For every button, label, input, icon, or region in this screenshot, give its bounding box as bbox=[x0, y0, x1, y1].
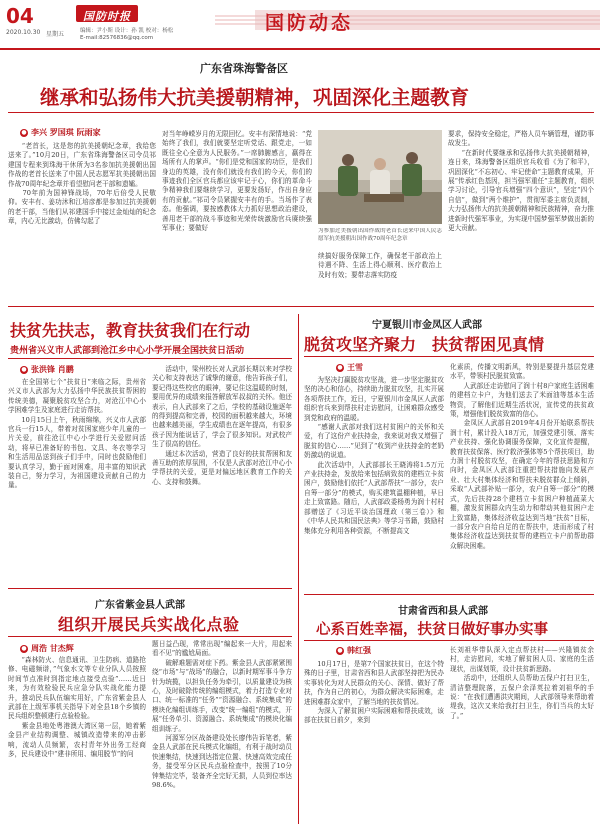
byline-icon: ● bbox=[21, 644, 27, 652]
article5-byline bbox=[336, 645, 371, 656]
article1-rule bbox=[8, 112, 594, 113]
article1-byline-text: 李兴 罗国琪 阮雨家 bbox=[31, 128, 101, 137]
article2-col2: 活动中，梁州校长对人武部长期以来对学校关心和支持表达了诚挚的谢意，他告诉孩子们，要记得这些校官的眼神，要记住这温暖的时刻，要用优异的成绩来报答解放军叔叔的关怀。他还表示，自人武部来了之后，学校的基础设施逐年的得到提高和完善，校园的面积越来越大，环境也越来越美丽，学生成绩也在逐年提高，有很多孩子因为能说话了，学会了很多知识。对武校产生了很高的信任。 通过本次活动，营造了良好的扶贫帮困和友善互助的浓厚氛围，不仅是人武部对沧江中心小学帮扶的关爱，更是对偏远地区教育工作的关心、支持和鼓舞。 bbox=[152, 365, 292, 486]
article1-byline bbox=[20, 127, 101, 138]
article3-kicker: 广东省紫金县人武部 bbox=[95, 600, 185, 611]
article5-kicker: 甘肃省西和县人武部 bbox=[398, 606, 488, 617]
article2-byline-text: 张洪锋 肖鹏 bbox=[31, 365, 74, 374]
article1-photo bbox=[318, 130, 442, 224]
article4-col2: 化素质，传播文明新风，特别是要提升基层党建水平，带领村民脱贫致富。 人武部还走访慰问了润十村8户家庭生活困难的建档立卡户，为他们送去了米面油等基本生活物资，了解他们近期生活状况，宣传党的扶贫政策，增强他们脱贫致富的信心。 金凤区人武部自2019年4月份开始联系帮扶润十村，累计投入18万元，加强党建引领、落实产业扶持、强化协调服务保障，文化宣传提醒，教育扶贫保落、医疗救济强体等5个帮扶项目，助力润十村脱贫攻坚，在确定今年的帮扶思路和方向时，金凤区人武部注重把帮扶措施向发展产业、壮大村集体经济和帮扶未脱贫群众上倾斜，采取“人武部补贴一部分，农户自筹一部分”的模式，先后扶持28个建档立卡贫困户种植蔬菜大棚，激发贫困群众内生动力和带动其他贫困户走上致富路，集体经济收益达到当地“扶贫”目标，一部分农户自给自足的在帮扶中，进而形成了村集体经济收益达到扶贫帮的建档立卡户前帮助群众解决困难。 bbox=[450, 363, 594, 550]
byline-icon: ● bbox=[337, 646, 343, 654]
person-head-2 bbox=[374, 158, 386, 170]
article1-photo-caption: 为参加过美援朝出国作战的老首长送来中国人民志愿军抗美援朝出国作战70周年纪念章 bbox=[318, 228, 442, 242]
article5-byline-text: 韩红强 bbox=[347, 646, 371, 655]
issue-weekday: 星期五 bbox=[46, 31, 65, 38]
person-head-3 bbox=[406, 152, 418, 164]
article2-headline: 扶贫先扶志，教育扶贫我们在行动 bbox=[10, 321, 251, 340]
byline-icon: ● bbox=[21, 365, 27, 373]
article5-headline: 心系百姓幸福，扶贫日做好事办实事 bbox=[316, 622, 548, 638]
article3-col2: 题日益凸现，常常出现“编起来一大片，用起来看不见”的尴尬局面。 破解难题需对症下药。紫金县人武部紧紧围绕“市场”与“战场”的融合，以新时期军事斗争方针为统揽，以担负任务为牵引，以质量建设为核心，及时破除传统的编组模式，着力打造专业对口、统一标准的“任务”“资源融合、系统集成”的模块化编组训练手，改变“统一编组”的模式，开展“任务单引、资源融合、系统集成”的模块化编组训练子。 河源军分区战备建设处长廖伟告诉笔者，紫金县人武部在民兵模式化编组，有利于战时动员快速集结，快速到达指定位置、快速高效完成任务，接受军分区民兵点验检查中，按照了10分钟集结完毕，装备齐全完好无损，人员到位率达98.6%。 bbox=[152, 640, 292, 790]
photo-table bbox=[364, 194, 404, 202]
article2-rule bbox=[8, 358, 292, 359]
article4-headline: 脱贫攻坚齐聚力 扶贫帮困见真情 bbox=[304, 335, 545, 354]
article1-col3: 续搞好服务保障工作，确保老干部政治上待遇不降、生活上得心顺利、医疗救治上及时有效；要带志落实防疫 bbox=[318, 252, 442, 279]
masthead-logo bbox=[76, 5, 138, 22]
article3-byline bbox=[20, 643, 74, 654]
article2-subhead: 贵州省兴义市人武部到沧江乡中心小学开展全国扶贫日活动 bbox=[10, 346, 245, 356]
article3-headline: 组织开展民兵实战化点验 bbox=[58, 615, 240, 634]
masthead-text: 国防时报 bbox=[83, 10, 131, 23]
section-title: 国防动态 bbox=[265, 12, 354, 34]
page-number: 04 bbox=[6, 4, 34, 28]
person-body-3 bbox=[402, 164, 422, 196]
article4-rule bbox=[304, 356, 594, 357]
article1-col4: 要求，保持安全稳定，严格人员车辆管理，谨防事故发生。 “在新时代要继承和弘扬伟大抗美援朝精神，连日来，珠海警备区组织官兵收看《为了和平》，巩固深化“不忘初心、牢记使命”主题教育成果，开展“传承红色基因，担当强军重任”主题教育，组织学习讨论，引导官兵增强“四个意识”，坚定“四个自信”，做到“两个维护”，贯彻军委主席负责制，大力弘扬伟大的抗美援朝精神和民族精神，奋力推进新时代强军事业，为实现中国梦强军梦做出新的更大贡献。 bbox=[448, 130, 594, 233]
article4-bottom-rule bbox=[304, 594, 594, 595]
contact-email: E-mail:82576836@qq.com bbox=[80, 35, 154, 41]
editor-credits: 编辑：尹小斯 设计：孙 凯 校对：杨松 bbox=[80, 28, 174, 34]
article3-byline-text: 周浩 甘杰辉 bbox=[31, 644, 74, 653]
header-rule bbox=[0, 48, 600, 50]
article1-col1: “老首长，这是您的抗美援朝纪念章，我给您送来了。”10月20日，广东省珠海警备区司令员祁建国专程来到珠海干休所为3名参加抗美援朝出国作战的老首长送来了中国人民志愿军抗美援朝出国作战70周年纪念章并看望慰问老干部和遗孀。 70年前为国神锋战场，70年后倍受人民敬仰。安丰有、姜功沐和江培彦都是参加过抗美援朝的老干部，当他们从祁建国手中接过金灿灿的纪念章，内心无比激动，仿佛勾起了 bbox=[8, 142, 156, 226]
article2-bottom-rule bbox=[8, 588, 292, 589]
article4-col1: 为坚决打赢脱贫攻坚战，进一步坚定脱贫攻坚的决心和信心，持续助力脱贫攻坚，扎实开展各项帮扶工作，近日，宁夏银川市金凤区人武部组织官兵来到帮扶村走访慰问，让困难群众感受到党和政府的温暖。 “感谢人武部对我们这村贫困户的关怀和关爱，有了这份产业扶持金，我来说对我又增强了脱贫的信心……”见到了“收到产业扶持金的老奶奶激动的说道。 此次活动中，人武部部长王晓涛将1.5万元产业扶持金，发放给来包括病致贫的建档立卡贫困户，鼓励他们依托“人武部帮扶”一部分，农户自筹一部分”的模式，购买建筑温棚种植，早日走上致富路。随后，人武部政委杨勇为润十村村部赠送了《习近平谈治国理政（第三卷）》和《中华人民共和国民法典》等学习书籍，鼓励村集体充分利用各种资源，不断提高文 bbox=[304, 376, 444, 535]
article5-col1: 10月17日，是第7个国家扶贫日，在这个特殊的日子里，甘肃省西和县人武部坚持把为民办实事转化为对人民群众的关心、深情、做好了帮扶，作为自己的初心，为群众解决实际困难，走进困难群众家中，了解当地的扶贫情况。 为深入了解贫困户实际困难和帮扶成效，该部在扶贫日前夕，来到 bbox=[304, 660, 444, 725]
person-head-1 bbox=[342, 154, 354, 166]
article4-byline-text: 王雪 bbox=[347, 363, 363, 372]
article3-rule bbox=[8, 636, 292, 637]
article2-col1: 在全国第七个“扶贫日”来临之际，贵州省兴义市人武部为大力弘扬中华民族扶贫帮困的传统美德，凝聚脱贫攻坚合力，对沧江中心小学困难学生及家庭进行走访帮扶。 10月15日上午，秋雨绵绵，兴义市人武部官兵一行15人，带着对贫困家庭少年儿童的一片关爱，前往沧江中心小学进行关爱慰问活动，将早已准备好的书包、文具、冬衣等学习和生活用品送到孩子们手中，同时也鼓励他们要认真学习，勤于面对困难，用丰富的知识武装自己，努力学习，为祖国建设贡献自己的力量。 bbox=[8, 378, 146, 490]
byline-icon: ● bbox=[337, 363, 343, 371]
person-body-1 bbox=[338, 166, 358, 196]
article4-byline bbox=[336, 362, 363, 373]
article5-rule bbox=[304, 640, 594, 641]
article2-byline bbox=[20, 364, 74, 375]
article1-kicker: 广东省珠海警备区 bbox=[200, 62, 288, 75]
article3-col1: “森林防火、信息通讯、卫生防病、道路抢修、电磁频谱，”气象水文等专业分队人员按照时间节点准时到指定地点接受点验”……近日来，为有效检验民兵应急分队实战化能力提升，推动民兵队伍编实用好，广东省紫金县人武部在上级军事机关指导下对全县18个乡镇的民兵组织整顿建行点验检验。 紫金县地处粤港澳大湾区第一层，她着紫金县产业结构调整、城镇改造带来的冲击影响，流动人员频繁，农村青年外出务工经商多，民兵建设中“建非所用、编用脱节”的问 bbox=[8, 656, 146, 759]
byline-icon: ● bbox=[21, 128, 27, 136]
article1-headline: 继承和弘扬伟大抗美援朝精神，巩固深化主题教育 bbox=[40, 86, 470, 109]
column-divider bbox=[298, 314, 299, 824]
person-body-2 bbox=[370, 170, 390, 198]
article1-bottom-rule bbox=[8, 306, 594, 307]
issue-date: 2020.10.30 bbox=[6, 29, 41, 36]
page-header bbox=[0, 0, 600, 50]
article1-col2: 对当年峥嵘岁月的无限回忆。安丰有深情地说：“党始终了我们，我们就要坚定听党话、跟党走，一如既往全心全意为人民服务。”一席肺腑感言，赢得在场所有人的掌声。“你们是党和国家的功臣，是我们身边的英雄，没有你们就没有我们的今天，你们的事迹我们全区官兵都应该牢记于心，你们的革命斗争精神我们要继续学习，更要发扬好，作出自身应有的贡献。”祁司令员紧握安丰有的手。当场作了表态。他强调，要按感教体大力抓好思想政治建设，善用老干部的战斗事迹和光荣传统激励官兵赓续强军事业；要做好 bbox=[162, 130, 312, 233]
article5-col2: 长刘祖华带队深入定点帮扶村——兴隆镇贫余村，走访慰问，实地了解贫困人员、家庭的生活现状，出谋划策，设计扶贫新思路。 活动中，还组织人员帮助五保户打扫卫生，清洁整理院落，五保户余泽英拉着刘祖华的手说：“在我们遭遇洪灾期间，人武部领导来帮助着堤我，这次又来给我打扫卫生，你们当兵的太好了。” bbox=[450, 646, 594, 720]
article4-kicker: 宁夏银川市金凤区人武部 bbox=[372, 320, 482, 331]
